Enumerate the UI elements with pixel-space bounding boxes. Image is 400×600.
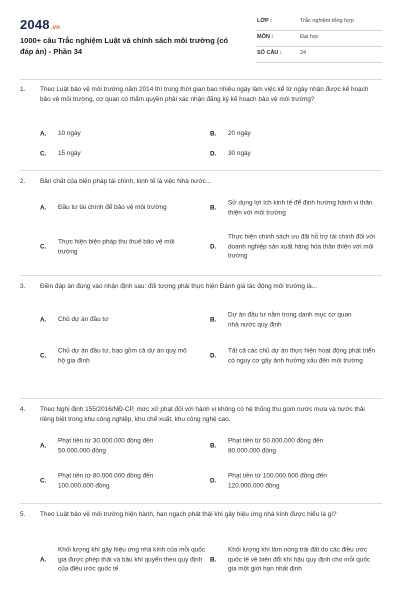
question-body: Theo Luật bảo vệ môi trường hiện hành, hạn ngạch phát thải khí gây hiệu ứng nhà kính được hiểu là gì?	[40, 511, 337, 518]
question-number: 1.	[20, 86, 26, 93]
question-divider	[20, 170, 382, 171]
question-body: Theo Nghị định 155/2016/NĐ-CP, mức xử phạt đối với hành vi không có hệ thống thu gom nước mưa và nước thải riêng biệt trong khu công nghiệp, khu chế xuất, khu công nghệ cao.	[40, 406, 365, 423]
meta-value: Trắc nghiệm tổng hợp	[300, 18, 354, 24]
question-text	[20, 282, 372, 292]
question-body: Điền đáp án đúng vào nhận định sau: đối tượng phải thực hiện Đánh giá tác động môi trường là...	[40, 283, 318, 290]
question-text	[20, 177, 372, 187]
question-number: 3.	[20, 283, 26, 290]
option-letter: C.	[40, 150, 47, 158]
meta-key: LỚP :	[257, 18, 272, 24]
question-number: 4.	[20, 406, 26, 413]
option-letter: A.	[40, 442, 47, 450]
meta-value: 24	[300, 50, 307, 56]
option-letter: B.	[210, 556, 217, 564]
option-a[interactable]	[40, 306, 210, 334]
option-b[interactable]	[210, 191, 380, 225]
meta-row-subject	[256, 31, 382, 47]
option-text: Khối lượng khí gây hiệu ứng nhà kính của mỗi quốc gia được phép thải và bầu khí quyển theo quy định của điều ước quốc tế	[58, 546, 206, 573]
option-letter: B.	[210, 316, 217, 324]
option-text: 15 ngày	[58, 150, 81, 158]
meta-value: Đại học	[300, 34, 319, 40]
option-text: Sử dụng lợi ích kinh tế để định hướng hành vi thân thiện với môi trường	[228, 199, 373, 216]
option-a[interactable]	[40, 538, 210, 582]
logo-number: 2048	[20, 17, 50, 32]
option-text: Khối lượng khí làm nóng trái đất do các điều ước quốc tế về biến đổi khí hậu quy định cho mỗi quốc gia một giới hạn nhất định	[228, 546, 371, 573]
option-text: Tất cả các chủ dự án thực hiện hoạt động phát triển có nguy cơ gây ảnh hưởng xấu đến môi trường	[228, 347, 376, 364]
option-letter: D.	[210, 150, 217, 158]
option-b[interactable]	[210, 129, 370, 139]
option-text: Chủ dự án đầu tư	[58, 316, 109, 324]
document-title: 1000+ câu Trắc nghiệm Luật và chính sách môi trường (có đáp án) - Phần 34	[20, 36, 229, 56]
question-2	[20, 177, 382, 260]
question-divider	[20, 398, 382, 399]
option-letter: D.	[210, 352, 217, 360]
meta-key: SỐ CÂU :	[257, 50, 282, 56]
meta-key: MÔN :	[257, 34, 274, 40]
option-c[interactable]	[40, 467, 210, 495]
option-text: 20 ngày	[228, 130, 251, 138]
question-5	[20, 510, 382, 573]
option-c[interactable]	[40, 149, 200, 159]
option-b[interactable]	[210, 432, 380, 460]
question-body: Bản chất của biện pháp tài chính, kinh tế là việc Nhà nước...	[40, 178, 212, 185]
option-letter: B.	[210, 204, 217, 212]
option-d[interactable]	[210, 338, 380, 374]
option-letter: A.	[40, 204, 47, 212]
option-letter: C.	[40, 352, 47, 360]
option-letter: A.	[40, 316, 47, 324]
question-3	[20, 282, 382, 364]
option-letter: C.	[40, 243, 47, 251]
option-c[interactable]	[40, 229, 210, 265]
question-4	[20, 405, 382, 489]
option-text: Phạt tiền từ 80.000.000 đồng đến 100.000.000 đồng	[58, 472, 154, 489]
option-text: Phạt tiền từ 30.000.000 đồng đến 50.000.000 đồng	[58, 437, 154, 454]
meta-row-class	[256, 15, 382, 31]
option-text: Thực hiện biện pháp thu thuế bảo vệ môi trường	[58, 238, 175, 255]
option-b[interactable]	[210, 538, 380, 582]
option-text: 10 ngày	[58, 130, 81, 138]
option-letter: B.	[210, 442, 217, 450]
option-text: Chủ dự án đầu tư, bao gồm cả dự án quy mô hộ gia đình	[58, 347, 187, 364]
option-text: Dự án đầu tư nằm trong danh mục cơ quan nhà nước quy định	[228, 311, 352, 328]
meta-row-count	[256, 47, 382, 63]
header-divider	[20, 79, 382, 80]
option-b[interactable]	[210, 306, 380, 334]
option-text: Phạt tiền từ 50.000.000 đồng đến 80.000.000 đồng	[228, 437, 324, 454]
option-text: 30 ngày	[228, 150, 251, 158]
option-d[interactable]	[210, 467, 380, 495]
option-letter: D.	[210, 243, 217, 251]
meta-table	[256, 15, 382, 63]
question-text	[20, 510, 372, 520]
option-a[interactable]	[40, 191, 210, 225]
option-letter: D.	[210, 477, 217, 485]
option-letter: A.	[40, 130, 47, 138]
option-a[interactable]	[40, 432, 210, 460]
document-header	[20, 13, 382, 75]
option-d[interactable]	[210, 229, 380, 265]
question-number: 5.	[20, 511, 26, 518]
option-c[interactable]	[40, 338, 210, 374]
option-a[interactable]	[40, 129, 200, 139]
option-letter: A.	[40, 556, 47, 564]
option-text: Đầu tư tài chính để bảo vệ môi trường	[58, 204, 167, 212]
option-letter: B.	[210, 130, 217, 138]
question-text	[20, 85, 372, 104]
question-divider	[20, 275, 382, 276]
option-letter: C.	[40, 477, 47, 485]
question-1	[20, 85, 382, 158]
option-text: Phạt tiền từ 100.000.000 đồng đến 120.000.000 đồng	[228, 472, 327, 489]
question-body: Theo Luật bảo vệ môi trường năm 2014 thì trong thời gian bao nhiêu ngày làm việc kể từ ngày nhận được kế hoạch bảo vệ môi trường, cơ quan có thẩm quyền phải xác nhận đăng ký kế hoạch bảo vệ môi trường?	[40, 86, 369, 103]
question-number: 2.	[20, 178, 26, 185]
option-d[interactable]	[210, 149, 370, 159]
option-text: Thực hiện chính sách ưu đãi hỗ trợ tài chính đối với doanh nghiệp sản xuất hàng hóa thân thiện với môi trường	[228, 233, 375, 260]
question-text	[20, 405, 372, 424]
question-divider	[20, 503, 382, 504]
logo-suffix: .vn	[50, 25, 61, 31]
site-logo[interactable]	[20, 16, 60, 35]
